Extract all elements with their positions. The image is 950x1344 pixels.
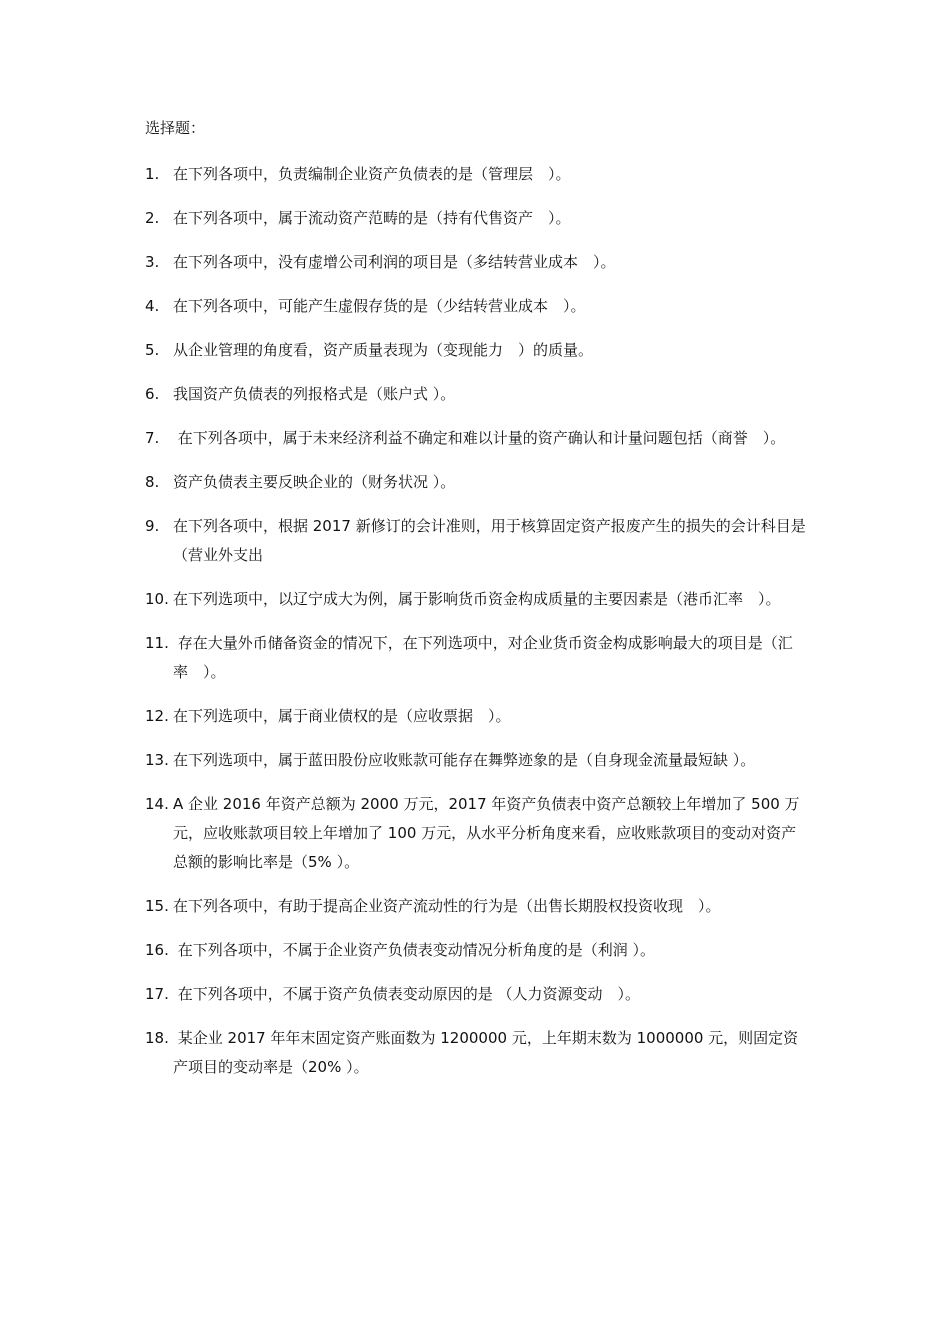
question-list <box>145 160 810 1082</box>
question-text: 我国资产负债表的列报格式是（账户式 ）。 <box>173 385 456 403</box>
question-text: A 企业 2016 年资产总额为 2000 万元，2017 年资产负债表中资产总额较上年增加了 500 万元，应收账款项目较上年增加了 100 万元，从水平分析角度来看，应收账款项目的变动对资产总额的影响比率是（5% ）。 <box>173 795 800 871</box>
question-number: 9. <box>145 517 160 535</box>
question-text: 在下列各项中，不属于企业资产负债表变动情况分析角度的是（利润 ）。 <box>173 941 656 959</box>
question-number: 16. <box>145 941 169 959</box>
question-text: 在下列各项中，属于未来经济利益不确定和难以计量的资产确认和计量问题包括（商誉 ）。 <box>173 429 786 447</box>
question-number: 2. <box>145 209 160 227</box>
question-text: 在下列选项中，以辽宁成大为例，属于影响货币资金构成质量的主要因素是（港币汇率 ）。 <box>173 590 781 608</box>
question-text: 资产负债表主要反映企业的（财务状况 ）。 <box>173 473 456 491</box>
question-item <box>145 746 810 775</box>
question-item <box>145 204 810 233</box>
question-item <box>145 702 810 731</box>
question-text: 存在大量外币储备资金的情况下，在下列选项中，对企业货币资金构成影响最大的项目是（汇率 ）。 <box>173 634 793 681</box>
question-text: 在下列选项中，属于商业债权的是（应收票据 ）。 <box>173 707 511 725</box>
question-item <box>145 936 810 965</box>
question-number: 13. <box>145 751 169 769</box>
question-item <box>145 336 810 365</box>
question-number: 4. <box>145 297 160 315</box>
question-item <box>145 380 810 409</box>
question-number: 6. <box>145 385 160 403</box>
question-item <box>145 1024 810 1082</box>
question-number: 17. <box>145 985 169 1003</box>
question-number: 15. <box>145 897 169 915</box>
question-item <box>145 585 810 614</box>
question-item <box>145 248 810 277</box>
question-item <box>145 790 810 877</box>
question-text: 在下列各项中，可能产生虚假存货的是（少结转营业成本 ）。 <box>173 297 586 315</box>
question-number: 11. <box>145 634 169 652</box>
question-item <box>145 424 810 453</box>
question-number: 5. <box>145 341 160 359</box>
question-number: 7. <box>145 429 160 447</box>
document-page <box>145 115 810 1097</box>
question-number: 10. <box>145 590 169 608</box>
question-number: 3. <box>145 253 160 271</box>
question-number: 1. <box>145 165 160 183</box>
question-text: 在下列选项中，属于蓝田股份应收账款可能存在舞弊迹象的是（自身现金流量最短缺 ）。 <box>173 751 756 769</box>
question-text: 在下列各项中，没有虚增公司利润的项目是（多结转营业成本 ）。 <box>173 253 616 271</box>
question-text: 在下列各项中，属于流动资产范畴的是（持有代售资产 ）。 <box>173 209 571 227</box>
question-item <box>145 629 810 687</box>
question-text: 从企业管理的角度看，资产质量表现为（变现能力 ）的质量。 <box>173 341 594 359</box>
question-number: 18. <box>145 1029 169 1047</box>
question-item <box>145 980 810 1009</box>
question-item <box>145 292 810 321</box>
question-number: 14. <box>145 795 169 813</box>
question-text: 某企业 2017 年年末固定资产账面数为 1200000 元，上年期末数为 1000000 元，则固定资产项目的变动率是（20% ）。 <box>173 1029 799 1076</box>
question-number: 8. <box>145 473 160 491</box>
question-item <box>145 892 810 921</box>
question-item <box>145 512 810 570</box>
question-text: 在下列各项中，不属于资产负债表变动原因的是 （人力资源变动 ）。 <box>173 985 641 1003</box>
question-item <box>145 160 810 189</box>
question-text: 在下列各项中，负责编制企业资产负债表的是（管理层 ）。 <box>173 165 571 183</box>
question-text: 在下列各项中，根据 2017 新修订的会计准则，用于核算固定资产报废产生的损失的会计科目是（营业外支出 <box>173 517 806 564</box>
question-number: 12. <box>145 707 169 725</box>
section-heading: 选择题： <box>145 119 206 137</box>
question-item <box>145 468 810 497</box>
question-text: 在下列各项中，有助于提高企业资产流动性的行为是（出售长期股权投资收现 ）。 <box>173 897 721 915</box>
